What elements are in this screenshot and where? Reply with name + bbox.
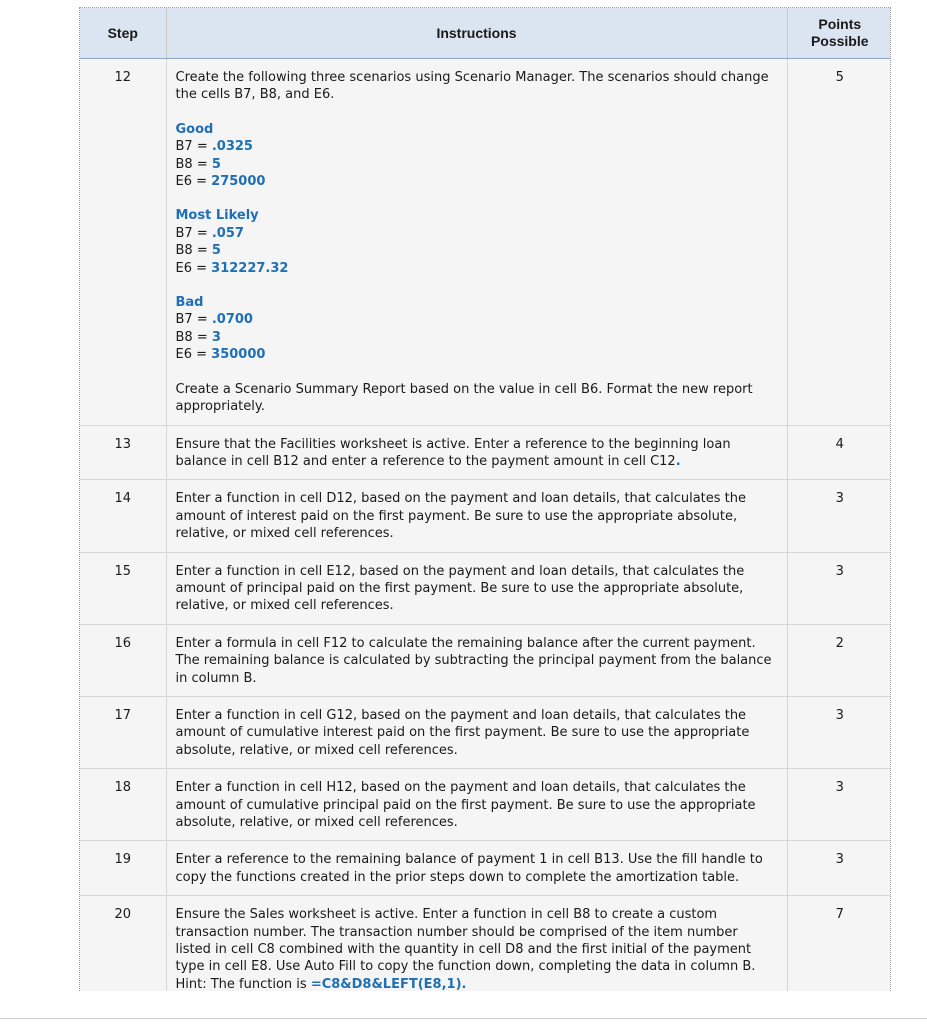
table-row (80, 696, 891, 768)
cell-label: E6 = (175, 347, 212, 363)
points-value: 3 (787, 480, 891, 552)
cell-label: E6 = (175, 174, 212, 190)
cell-value: 5 (211, 156, 221, 172)
instruction-text: Ensure that the Facilities worksheet is active. Enter a reference to the beginning loan balance in cell B12 and enter a reference to the payment amount in cell C12 (175, 436, 731, 469)
scenario-line (176, 156, 777, 173)
table-row (80, 841, 891, 896)
cell-value: 275000 (211, 174, 266, 190)
header-step: Step (80, 8, 166, 59)
header-points (787, 8, 891, 59)
scenario-bad (176, 294, 777, 364)
scenario-line (176, 311, 777, 328)
instruction-cell (166, 552, 787, 624)
step-number: 15 (80, 552, 166, 624)
instruction-cell (166, 896, 787, 991)
cell-label: B8 = (175, 243, 212, 259)
instruction-cell (166, 841, 787, 896)
instruction-text: Ensure the Sales worksheet is active. Enter a function in cell B8 to create a custom transaction number. The transaction number should be comprised of the item number listed in cell C8 combined with the quantity in cell D8 and the first initial of the payment type in cell E8. Use Auto Fill to copy the function down, completing the data in column B. (175, 907, 756, 975)
table-row (80, 480, 891, 552)
instructions-table (80, 8, 891, 991)
instruction-text: Enter a function in cell E12, based on the payment and loan details, that calculates the amount of principal paid on the first payment. Be sure to use the appropriate absolute, relative, or mixed cell references. (175, 563, 745, 614)
header-instructions: Instructions (166, 8, 787, 59)
header-points-label: Points Possible (810, 16, 869, 49)
hint-formula: =C8&D8&LEFT(E8,1) (310, 976, 462, 991)
table-header-row (80, 8, 891, 59)
instruction-cell (166, 480, 787, 552)
instruction-cell (166, 769, 787, 841)
cell-label: B7 = (175, 225, 212, 241)
points-value: 4 (787, 425, 891, 480)
points-value: 3 (787, 769, 891, 841)
cell-value: 3 (211, 329, 221, 345)
cell-value: 5 (211, 243, 221, 259)
cell-label: E6 = (175, 260, 212, 276)
cell-label: B8 = (175, 156, 212, 172)
instruction-hint (176, 976, 777, 991)
instruction-text: Create the following three scenarios using Scenario Manager. The scenarios should change the cells B7, B8, and E6. (175, 70, 769, 103)
scenario-line (176, 346, 777, 363)
cell-label: B8 = (175, 329, 212, 345)
instruction-text: Enter a formula in cell F12 to calculate the remaining balance after the current payment. The remaining balance is calculated by subtracting the principal payment from the balance in column B. (175, 635, 772, 686)
instruction-text: Enter a function in cell G12, based on the payment and loan details, that calculates the amount of cumulative interest paid on the first payment. Be sure to use the appropriate absolute, relative, or mixed cell references. (175, 707, 750, 758)
cell-label: B7 = (175, 139, 212, 155)
table-row (80, 624, 891, 696)
instruction-text: Enter a function in cell D12, based on the payment and loan details, that calculates the amount of interest paid on the first payment. Be sure to use the appropriate absolute, relative, or mixed cell references. (175, 491, 746, 542)
points-value: 5 (787, 59, 891, 426)
points-value: 3 (787, 841, 891, 896)
step-number: 18 (80, 769, 166, 841)
scenario-line (176, 329, 777, 346)
scenario-most-likely (176, 207, 777, 277)
step-number: 13 (80, 425, 166, 480)
instruction-text: Enter a reference to the remaining balance of payment 1 in cell B13. Use the fill handle to copy the functions created in the prior steps down to complete the amortization table. (175, 852, 763, 885)
scenario-line (176, 260, 777, 277)
step-number: 17 (80, 696, 166, 768)
instruction-text: Enter a function in cell H12, based on the payment and loan details, that calculates the amount of cumulative principal paid on the first payment. Be sure to use the appropriate absolute, relative, or mixed cell references. (175, 780, 756, 830)
cell-value: .0325 (211, 139, 253, 155)
table-row (80, 59, 891, 426)
page-divider (0, 1018, 927, 1019)
scenario-title: Most Likely (175, 208, 259, 224)
scenario-line (176, 138, 777, 155)
table-row (80, 425, 891, 480)
scenario-title: Good (175, 121, 214, 137)
cell-value: 350000 (211, 347, 266, 363)
cell-value: .057 (211, 225, 244, 241)
instruction-cell (166, 59, 787, 426)
scenario-good (176, 121, 777, 191)
instruction-text: Create a Scenario Summary Report based on the value in cell B6. Format the new report appropriately. (175, 381, 753, 415)
step-number: 14 (80, 480, 166, 552)
scenario-line (176, 173, 777, 190)
instructions-table-container (79, 7, 891, 991)
step-number: 12 (80, 59, 166, 426)
scenario-title: Bad (175, 295, 204, 311)
hint-prefix: Hint: The function is (175, 976, 311, 991)
points-value: 3 (787, 552, 891, 624)
cell-value: .0700 (211, 312, 253, 328)
scenario-line (176, 225, 777, 242)
instruction-cell (166, 696, 787, 768)
instruction-cell (166, 624, 787, 696)
table-row (80, 896, 891, 991)
points-value: 3 (787, 696, 891, 768)
step-number: 19 (80, 841, 166, 896)
scenario-line (176, 242, 777, 259)
hint-end: . (461, 976, 467, 991)
table-row (80, 769, 891, 841)
points-value: 2 (787, 624, 891, 696)
instruction-cell (166, 425, 787, 480)
step-number: 16 (80, 624, 166, 696)
points-value: 7 (787, 896, 891, 991)
instruction-end: . (675, 453, 681, 469)
table-row (80, 552, 891, 624)
step-number: 20 (80, 896, 166, 991)
cell-value: 312227.32 (211, 260, 289, 276)
cell-label: B7 = (175, 312, 212, 328)
